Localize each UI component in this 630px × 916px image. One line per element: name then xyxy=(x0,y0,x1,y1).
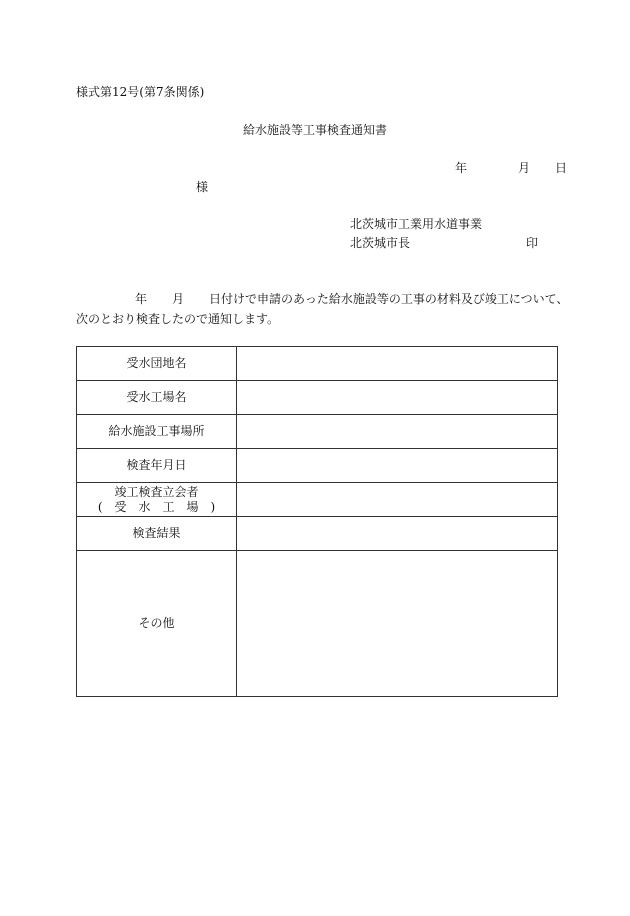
table-row xyxy=(77,449,558,483)
row-value-receiving-estate[interactable] xyxy=(237,347,558,381)
row-label-other: その他 xyxy=(77,551,237,697)
row-value-other[interactable] xyxy=(237,551,558,697)
document-title: 給水施設等工事検査通知書 xyxy=(242,123,387,137)
date-month: 月 xyxy=(518,161,531,175)
date-day: 日 xyxy=(555,161,568,175)
sender-name: 北茨城市長 xyxy=(350,236,411,250)
table-row xyxy=(77,517,558,551)
table-row xyxy=(77,415,558,449)
row-value-inspection-witness[interactable] xyxy=(237,483,558,517)
row-value-work-location[interactable] xyxy=(237,415,558,449)
row-label-inspection-witness xyxy=(77,483,237,517)
row-value-receiving-factory[interactable] xyxy=(237,381,558,415)
date-year: 年 xyxy=(455,161,468,175)
witness-label-line2: ( 受 水 工 場 ) xyxy=(97,499,216,514)
witness-label-line1: 竣工検査立会者 xyxy=(114,484,199,499)
row-label-inspection-date: 検査年月日 xyxy=(77,449,237,483)
row-value-inspection-result[interactable] xyxy=(237,517,558,551)
table-row xyxy=(77,483,558,517)
body-year: 年 xyxy=(135,292,148,306)
inspection-table xyxy=(76,346,558,697)
table-row xyxy=(77,347,558,381)
body-line1-rest: 日付けで申請のあった給水施設等の工事の材料及び竣工について、 xyxy=(209,292,569,306)
date-line xyxy=(455,162,567,174)
body-text-line1 xyxy=(76,293,568,305)
form-number: 様式第12号(第7条関係) xyxy=(76,85,205,99)
body-text-line2: 次のとおり検査したので通知します。 xyxy=(76,312,280,326)
row-label-work-location: 給水施設工事場所 xyxy=(77,415,237,449)
row-label-receiving-factory: 受水工場名 xyxy=(77,381,237,415)
row-label-receiving-estate: 受水団地名 xyxy=(77,347,237,381)
seal-mark: 印 xyxy=(526,236,539,250)
table-row xyxy=(77,551,558,697)
table-row xyxy=(77,381,558,415)
addressee-suffix: 様 xyxy=(196,180,209,194)
row-value-inspection-date[interactable] xyxy=(237,449,558,483)
row-label-inspection-result: 検査結果 xyxy=(77,517,237,551)
body-month: 月 xyxy=(172,292,185,306)
sender-organization: 北茨城市工業用水道事業 xyxy=(350,217,483,231)
